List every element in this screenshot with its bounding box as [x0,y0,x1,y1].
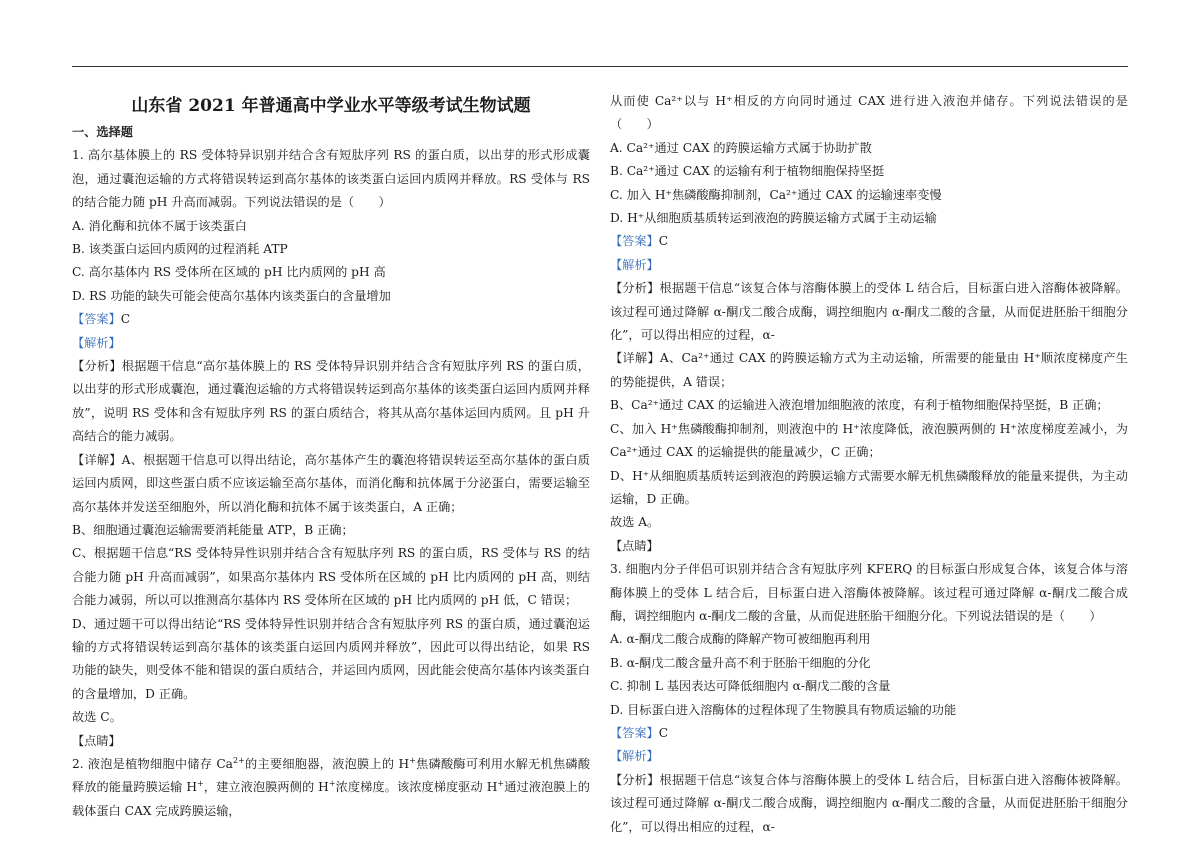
q2-analysis: 【分析】根据题干信息“该复合体与溶酶体膜上的受体 L 结合后，目标蛋白进入溶酶体被降解。该过程可通过降解 α-酮戊二酸合成酶，调控细胞内 α-酮戊二酸的含量，从而促进胚胎干细胞分化”，可以得出相应的过程，α- [610,281,1128,343]
q1-jiexi-label: 【解析】 [72,335,121,350]
q1-option-c: C. 高尔基体内 RS 受体所在区域的 pH 比内质网的 pH 高 [72,265,386,280]
q1-stem: 1. 高尔基体膜上的 RS 受体特异识别并结合含有短肽序列 RS 的蛋白质，以出芽的形式形成囊泡，通过囊泡运输的方式将错误转运到高尔基体的该类蛋白运回内质网并释放。RS 受体与 RS 的结合能力随 pH 升高而减弱。下列说法错误的是（ ） [72,148,590,210]
q3-stem: 3. 细胞内分子伴侣可识别并结合含有短肽序列 KFERQ 的目标蛋白形成复合体，该复合体与溶酶体膜上的受体 L 结合后，目标蛋白进入溶酶体被降解。该过程可通过降解 α-酮戊二酸合成酶，调控细胞内 α-酮戊二酸的含量，从而促进胚胎干细胞分化。下列说法错误的是（ ） [610,562,1128,623]
q1-answer [72,308,590,331]
q2-detail-b: B、Ca²⁺通过 CAX 的运输进入液泡增加细胞液的浓度，有利于植物细胞保持坚挺，B 正确； [610,398,1109,413]
q1-detail-b: B、细胞通过囊泡运输需要消耗能量 ATP，B 正确； [72,522,354,537]
q1-detail-c: C、根据题干信息“RS 受体特异性识别并结合含有短肽序列 RS 的蛋白质，RS 受体与 RS 的结合能力随 pH 升高而减弱”，如果高尔基体内 RS 受体所在区域的 pH 比内质网的 pH 高，则结合能力减弱，所以可以推测高尔基体内 RS 受体所在区域的 pH 比内质网的 pH 低，C 错误； [72,546,590,608]
q2-detail-a: 【详解】A、Ca²⁺通过 CAX 的跨膜运输方式为主动运输，所需要的能量由 H⁺顺浓度梯度产生的势能提供，A 错误； [610,351,1128,389]
q2-option-c: C. 加入 H⁺焦磷酸酶抑制剂，Ca²⁺通过 CAX 的运输速率变慢 [610,187,942,202]
q2-dianjing: 【点睛】 [610,538,659,553]
q1-analysis: 【分析】根据题干信息“高尔基体膜上的 RS 受体特异识别并结合含有短肽序列 RS 的蛋白质，以出芽的形式形成囊泡，通过囊泡运输的方式将错误转运到高尔基体的该类蛋白运回内质网并释放”，说明 RS 受体和含有短肽序列 RS 的蛋白质结合，将其从高尔基体运回内质网。且 pH 升高结合的能力减弱。 [72,359,590,444]
q2-conclusion: 故选 A。 [610,515,660,530]
q3-option-d: D. 目标蛋白进入溶酶体的过程体现了生物膜具有物质运输的功能 [610,702,957,717]
q3-option-b: B. α-酮戊二酸含量升高不利于胚胎干细胞的分化 [610,655,871,670]
q3-option-c: C. 抑制 L 基因表达可降低细胞内 α-酮戊二酸的含量 [610,679,891,694]
q1-detail-a: 【详解】A、根据题干信息可以得出结论，高尔基体产生的囊泡将错误转运至高尔基体的蛋白质运回内质网，即这些蛋白质不应该运输至高尔基体，而消化酶和抗体属于分泌蛋白，需要运输至高尔基体并发送至细胞外，所以消化酶和抗体不属于该类蛋白，A 正确； [72,452,590,514]
page-title: 山东省 2021 年普通高中学业水平等级考试生物试题 [131,96,531,116]
q2-option-b: B. Ca²⁺通过 CAX 的运输有利于植物细胞保持坚挺 [610,164,885,179]
q2-detail-c: C、加入 H⁺焦磷酸酶抑制剂，则液泡中的 H⁺浓度降低，液泡膜两侧的 H⁺浓度梯度差减小，为 Ca²⁺通过 CAX 的运输提供的能量减少，C 正确； [610,421,1128,460]
answer-value: C [120,312,131,327]
right-column [610,90,1128,839]
q3-answer [610,722,1128,745]
q1-dianjing: 【点睛】 [72,733,121,748]
answer-value: C [658,725,669,740]
header-rule [72,66,1128,67]
answer-label: 【答案】 [72,312,121,327]
q1-option-a: A. 消化酶和抗体不属于该类蛋白 [72,218,247,233]
q1-option-b: B. 该类蛋白运回内质网的过程消耗 ATP [72,242,288,257]
answer-value: C [658,234,669,249]
q1-option-d: D. RS 功能的缺失可能会使高尔基体内该类蛋白的含量增加 [72,288,391,303]
q2-answer [610,230,1128,253]
q2-detail-d: D、H⁺从细胞质基质转运到液泡的跨膜运输方式需要水解无机焦磷酸释放的能量来提供，为主动运输，D 正确。 [610,468,1128,506]
section-heading: 一、选择题 [72,125,133,139]
answer-label: 【答案】 [610,234,659,249]
q2-continuation: 从而使 Ca²⁺以与 H⁺相反的方向同时通过 CAX 进行进入液泡并储存。下列说法错误的是（ ） [610,94,1128,132]
q1-detail-d: D、通过题干可以得出结论“RS 受体特异性识别并结合含有短肽序列 RS 的蛋白质，通过囊泡运输的方式将错误转运到高尔基体的该类蛋白运回内质网并释放”，因此可以得出结论，如果 RS 功能的缺失，则受体不能和错误的蛋白质结合，并运回内质网，因此能会使高尔基体内该类蛋白的含量增加，D 正确。 [72,616,590,701]
q2-option-d: D. H⁺从细胞质基质转运到液泡的跨膜运输方式属于主动运输 [610,211,937,226]
q1-conclusion: 故选 C。 [72,710,122,725]
answer-label: 【答案】 [610,725,659,740]
q3-jiexi-label: 【解析】 [610,749,659,764]
left-column [72,88,590,823]
q2-option-a: A. Ca²⁺通过 CAX 的跨膜运输方式属于协助扩散 [610,140,872,155]
q2-jiexi-label: 【解析】 [610,257,659,272]
q2-stem: 2. 液泡是植物细胞中储存 $Ca^{2+}$的主要细胞器，液泡膜上的 H+焦磷酸酶可利用水解无机焦磷酸释放的能量跨膜运输 H+，建立液泡膜两侧的 H+浓度梯度。该浓度梯度驱动 H+通过液泡膜上的载体蛋白 CAX 完成跨膜运输， [72,755,591,818]
q3-option-a: A. α-酮戊二酸合成酶的降解产物可被细胞再利用 [610,632,871,647]
q3-analysis: 【分析】根据题干信息“该复合体与溶酶体膜上的受体 L 结合后，目标蛋白进入溶酶体被降解。该过程可通过降解 α-酮戊二酸合成酶，调控细胞内 α-酮戊二酸的含量，从而促进胚胎干细胞分化”，可以得出相应的过程，α- [610,772,1128,834]
